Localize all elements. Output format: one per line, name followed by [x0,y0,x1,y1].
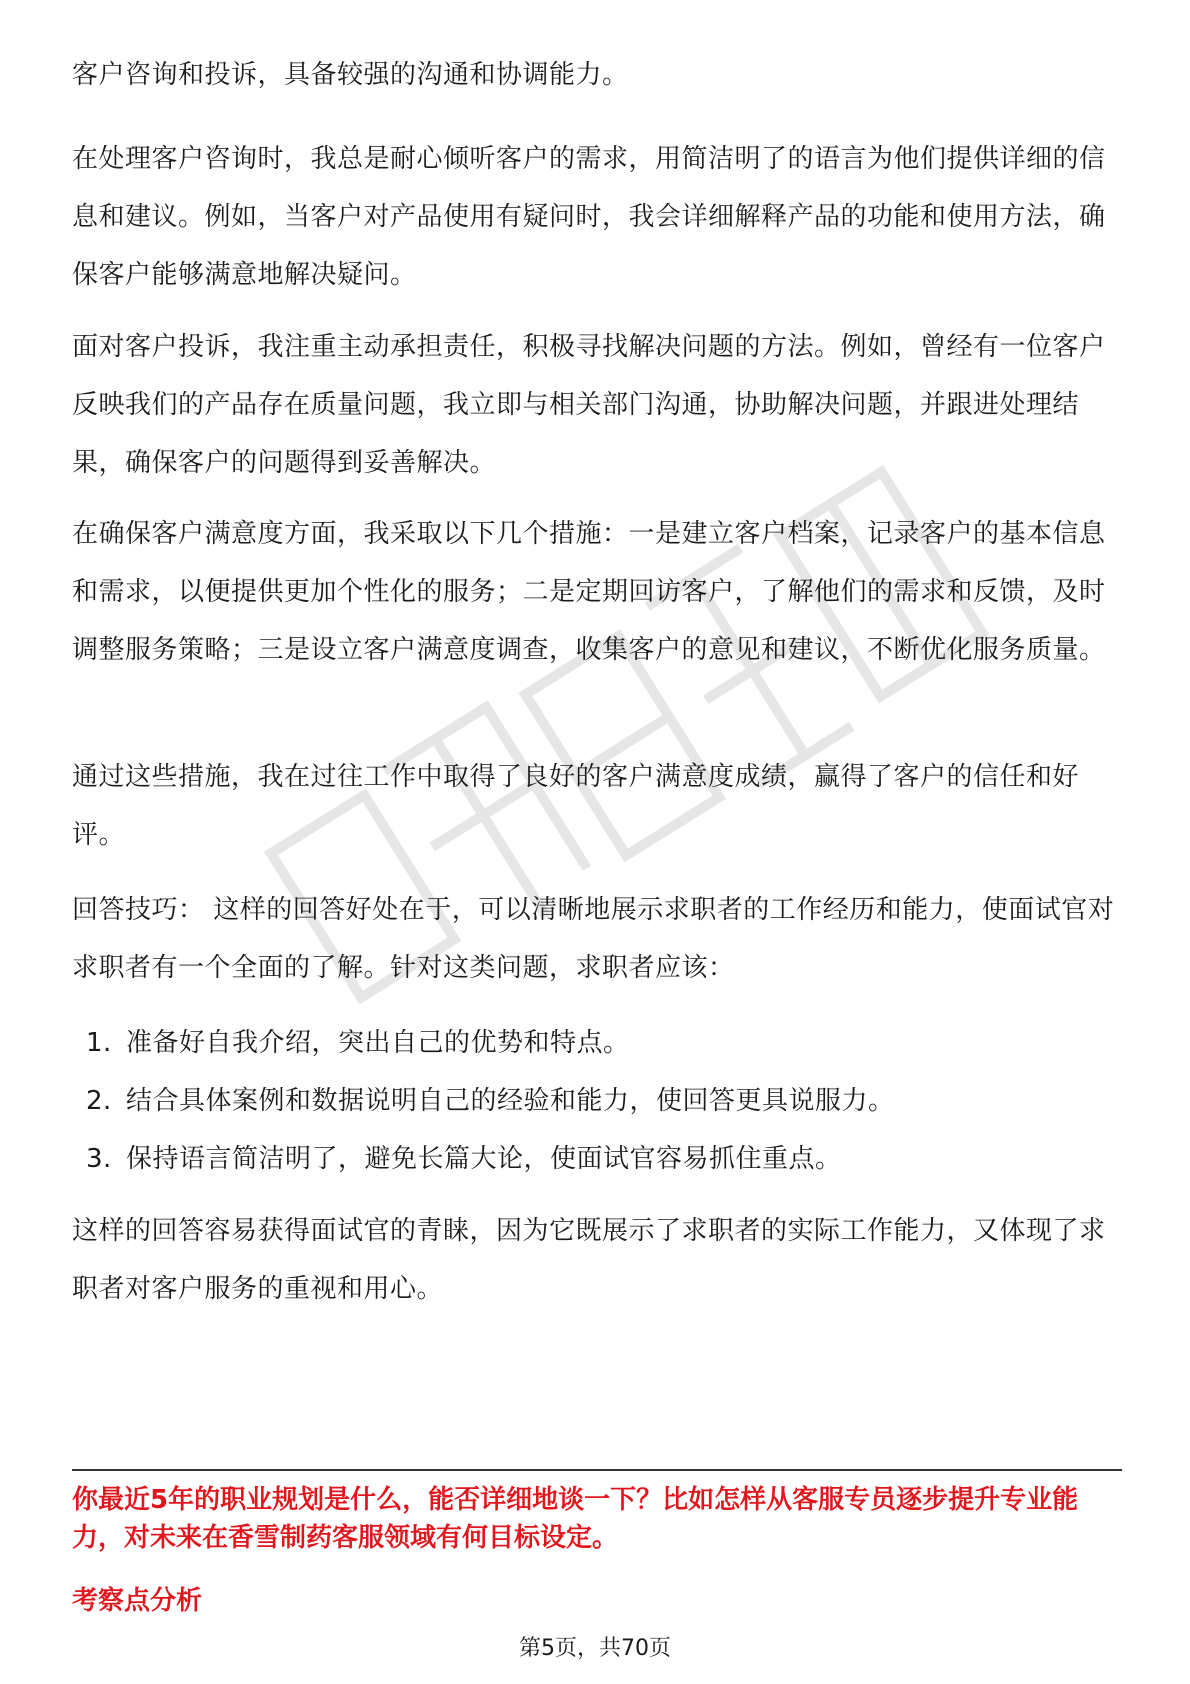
list-item: 2. 结合具体案例和数据说明自己的经验和能力，使回答更具说服力。 [86,1086,895,1116]
section-divider [72,1469,1122,1471]
paragraph-3: 面对客户投诉，我注重主动承担责任，积极寻找解决问题的方法。例如，曾经有一位客户反映我们的产品存在质量问题，我立即与相关部门沟通，协助解决问题，并跟进处理结果，确保客户的问题得到妥善解决。 [72,332,1106,478]
paragraph-5: 通过这些措施，我在过往工作中取得了良好的客户满意度成绩，赢得了客户的信任和好评。 [72,762,1080,850]
paragraph-2: 在处理客户咨询时，我总是耐心倾听客户的需求，用简洁明了的语言为他们提供详细的信息和建议。例如，当客户对产品使用有疑问时，我会详细解释产品的功能和使用方法，确保客户能够满意地解决疑问。 [72,144,1106,290]
interview-question: 你最近5年的职业规划是什么，能否详细地谈一下？比如怎样从客服专员逐步提升专业能力，对未来在香雪制药客服领域有何目标设定。 [72,1485,1079,1553]
list-item: 3. 保持语言简洁明了，避免长篇大论，使面试官容易抓住重点。 [86,1144,842,1174]
paragraph-4: 在确保客户满意度方面，我采取以下几个措施：一是建立客户档案，记录客户的基本信息和需求，以便提供更加个性化的服务；二是定期回访客户，了解他们的需求和反馈，及时调整服务策略；三是设立客户满意度调查，收集客户的意见和建议，不断优化服务质量。 [72,519,1106,665]
section-title: 考察点分析 [72,1586,203,1616]
answer-tips-paragraph: 回答技巧： 这样的回答好处在于，可以清晰地展示求职者的工作经历和能力，使面试官对求职者有一个全面的了解。针对这类问题，求职者应该： [72,895,1115,983]
page-footer: 第5页，共70页 [519,1636,671,1661]
list-item: 1. 准备好自我介绍，突出自己的优势和特点。 [86,1028,630,1058]
closing-paragraph: 这样的回答容易获得面试官的青睐，因为它既展示了求职者的实际工作能力，又体现了求职者对客户服务的重视和用心。 [72,1216,1106,1304]
paragraph-1: 客户咨询和投诉，具备较强的沟通和协调能力。 [72,60,629,90]
tips-list [72,1014,1122,1188]
